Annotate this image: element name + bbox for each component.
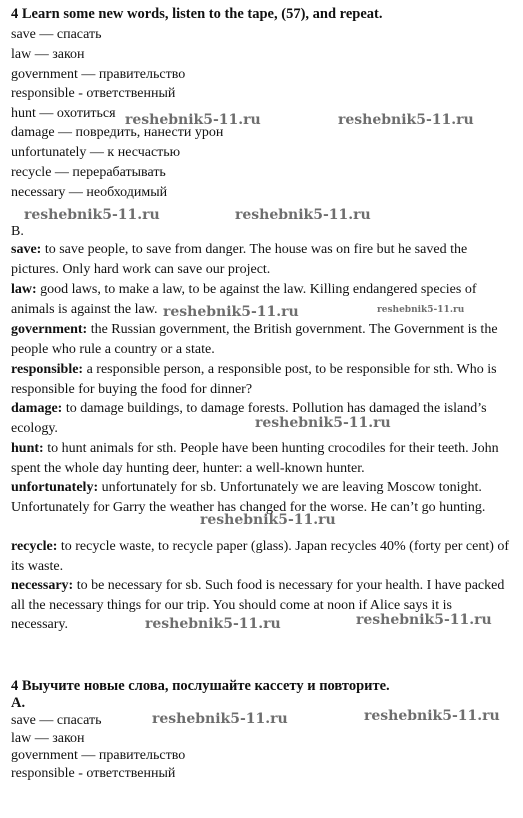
watermark: reshebnik5-11.ru [364, 708, 500, 724]
watermark: reshebnik5-11.ru [125, 112, 261, 128]
watermark: reshebnik5-11.ru [356, 612, 492, 628]
definition-entry [11, 360, 511, 399]
definition-entry [11, 537, 511, 576]
watermark: reshebnik5-11.ru [377, 305, 465, 315]
vocab-line: responsible - ответственный [11, 86, 176, 101]
part-label: B. [11, 224, 24, 239]
watermark: reshebnik5-11.ru [255, 415, 391, 431]
vocab-line: damage — повредить, нанести урон [11, 125, 224, 140]
entry-text: to save people, to save from danger. The house was on fire but he saved the pictures. Only hard work can save our project. [11, 242, 468, 277]
definition-entry [11, 240, 511, 279]
vocab-line: recycle — перерабатывать [11, 165, 166, 180]
entry-term: necessary: [11, 578, 74, 593]
part-label: A. [11, 695, 26, 711]
watermark: reshebnik5-11.ru [163, 304, 299, 320]
entry-term: damage: [11, 401, 63, 416]
entry-text: to be necessary for sb. Such food is necessary for your health. I have packed all the necessary things for our trip. You should come at noon if Alice says it is necessary. [11, 578, 505, 633]
watermark: reshebnik5-11.ru [24, 207, 160, 223]
vocab-line: unfortunately — к несчастью [11, 145, 181, 160]
entry-text: to damage buildings, to damage forests. Pollution has damaged the island’s ecology. [11, 401, 487, 436]
watermark: reshebnik5-11.ru [200, 512, 336, 528]
vocab-line: save — спасать [11, 713, 102, 728]
definition-entry [11, 320, 511, 359]
watermark: reshebnik5-11.ru [235, 207, 371, 223]
vocab-line: law — закон [11, 47, 85, 62]
watermark: reshebnik5-11.ru [145, 616, 281, 632]
entry-term: government: [11, 322, 88, 337]
entry-text: unfortunately for sb. Unfortunately we are leaving Moscow tonight. Unfortunately for Garry the weather has changed for the worse. He can’t go hunting. [11, 480, 486, 515]
vocab-line: responsible - ответственный [11, 766, 176, 781]
entry-term: hunt: [11, 441, 44, 456]
section-heading: 4 Выучите новые слова, послушайте кассету и повторите. [11, 678, 390, 694]
entry-text: the Russian government, the British government. The Government is the people who rule a country or a state. [11, 322, 498, 357]
vocab-line: government — правительство [11, 67, 186, 82]
entry-term: recycle: [11, 539, 58, 554]
entry-term: responsible: [11, 362, 84, 377]
entry-term: unfortunately: [11, 480, 99, 495]
entry-text: to recycle waste, to recycle paper (glass). Japan recycles 40% (forty per cent) of its waste. [11, 539, 510, 574]
entry-text: to hunt animals for sth. People have been hunting crocodiles for their teeth. John spent the whole day hunting deer, hunter: a well-known hunter. [11, 441, 499, 476]
definition-entry [11, 439, 511, 478]
section-heading: 4 Learn some new words, listen to the tape, (57), and repeat. [11, 6, 383, 22]
watermark: reshebnik5-11.ru [152, 711, 288, 727]
vocab-line: hunt — охотиться [11, 106, 116, 121]
vocab-line: law — закон [11, 731, 85, 746]
entry-text: good laws, to make a law, to be against the law. Killing endangered species of animals is against the law. [11, 282, 477, 317]
entry-term: save: [11, 242, 42, 257]
vocab-line: government — правительство [11, 748, 186, 763]
vocab-line: save — спасать [11, 27, 102, 42]
watermark: reshebnik5-11.ru [338, 112, 474, 128]
vocab-line: necessary — необходимый [11, 185, 168, 200]
entry-text: a responsible person, a responsible post, to be responsible for sth. Who is responsible for buying the food for dinner? [11, 362, 497, 397]
entry-term: law: [11, 282, 37, 297]
